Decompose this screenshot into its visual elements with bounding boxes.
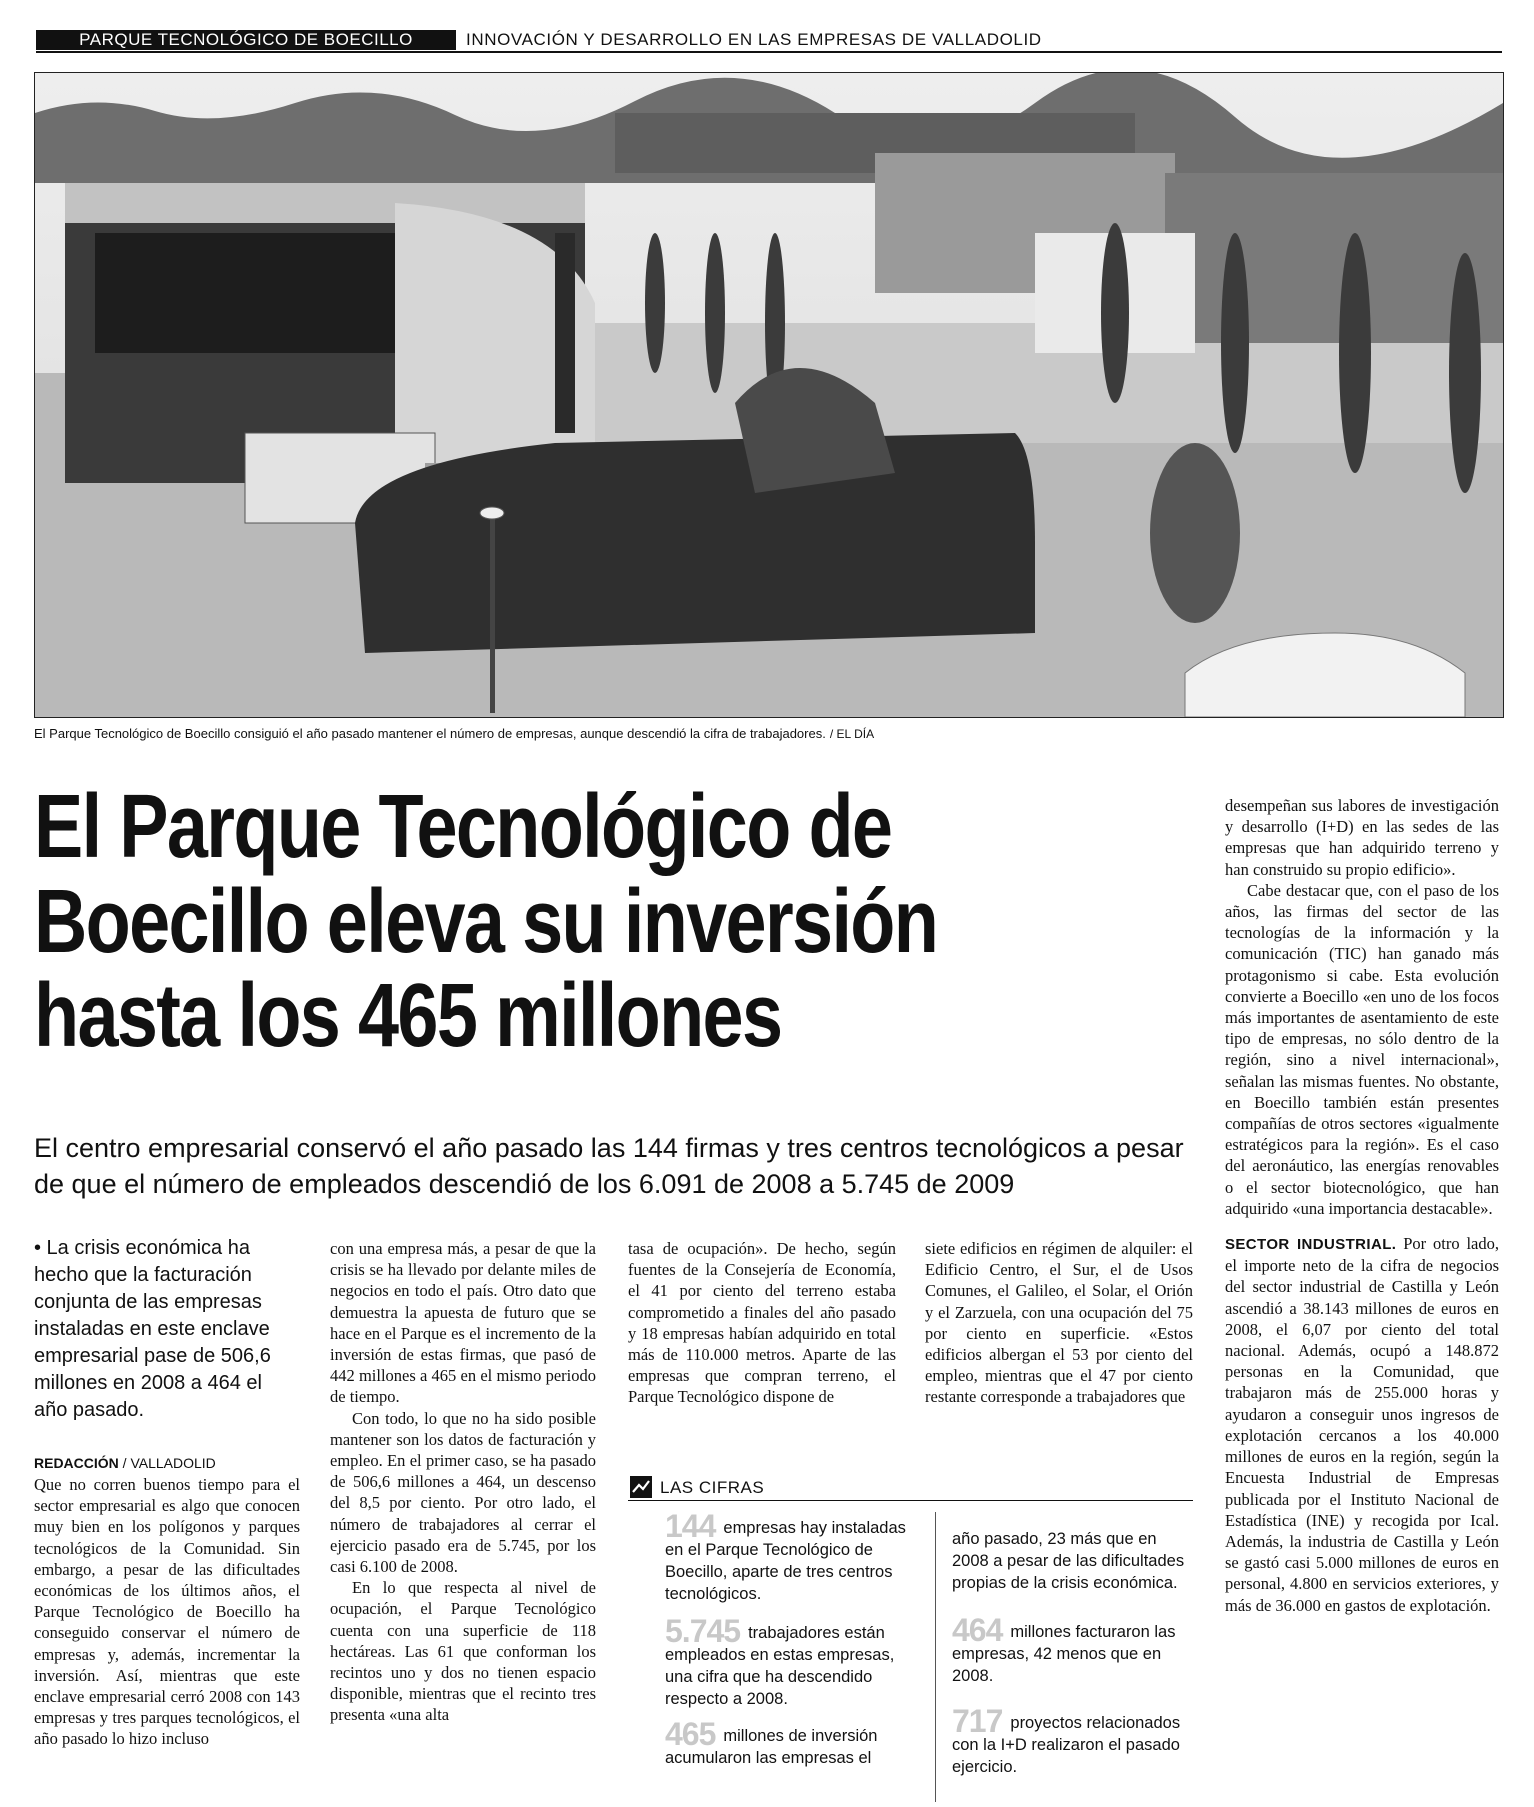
cifra-text: proyectos relacionados con la I+D realizaron el pasado ejercicio. bbox=[952, 1714, 1181, 1776]
section-subtitle: INNOVACIÓN Y DESARROLLO EN LAS EMPRESAS DE VALLADOLID bbox=[466, 30, 1042, 49]
cifra-number: 144 bbox=[665, 1508, 716, 1544]
headline-line-3: hasta los 465 millones bbox=[34, 966, 782, 1066]
body-paragraph-sector bbox=[1225, 1233, 1499, 1616]
cifra-number: 464 bbox=[952, 1612, 1003, 1648]
body-column-1 bbox=[34, 1474, 300, 1750]
caption-text: El Parque Tecnológico de Boecillo consiguió el año pasado mantener el número de empresas, aunque descendió la cifra de trabajadores. bbox=[34, 726, 826, 741]
body-paragraph: siete edificios en régimen de alquiler: el Edificio Centro, el Sur, el de Usos Comunes, el Galileo, el Solar, el Orión y el Zarzuela, con una ocupación del 75 por ciento en superficie. «Estos edificios albergan el 53 por ciento del empleo, mientras que el 47 por ciento restante corresponde a trabajadores que bbox=[925, 1239, 1193, 1407]
sector-text: Por otro lado, el importe neto de la cifra de negocios del sector industrial de Castilla y León ascendió a 38.143 millones de euros en 2008, el 6,07 por ciento del total nacional. Además, ocupó a 148.872 personas en la Comunidad, que trabajaron más de 255.000 horas y ayudaron a conseguir unos ingresos de explotación cercanos a los 40.000 millones de euros en la región, según la Encuesta Industrial de Empresas publicada por el Instituto Nacional de Estadística (INE) y recogida por Ical. Además, la industria de Castilla y León se gastó casi 5.000 millones de euros en personal, 4.800 en servicios exteriores, y más de 36.000 en gastos de explotación. bbox=[1225, 1234, 1499, 1615]
headline-line-1: El Parque Tecnológico de bbox=[34, 777, 892, 877]
byline bbox=[34, 1455, 216, 1471]
section-tag: PARQUE TECNOLÓGICO DE BOECILLO bbox=[36, 30, 456, 50]
cifra-item bbox=[665, 1613, 923, 1710]
cifra-text: empresas hay instaladas en el Parque Tecnológico de Boecillo, aparte de tres centros tecnológicos. bbox=[665, 1519, 906, 1603]
body-column-4 bbox=[925, 1238, 1193, 1408]
photo-caption bbox=[34, 726, 874, 741]
subtitle: El centro empresarial conservó el año pasado las 144 firmas y tres centros tecnológicos a pesar de que el número de empleados descendió de los 6.091 de 2008 a 5.745 de 2009 bbox=[34, 1133, 1184, 1199]
cifra-item bbox=[665, 1716, 923, 1769]
body-paragraph: En lo que respecta al nivel de ocupación, el Parque Tecnológico cuenta con una superficie de 118 hectáreas. Las 61 que conforman los recintos uno y dos no tienen espacio disponible, mientras que el recinto tres presenta «una alta bbox=[330, 1578, 596, 1725]
byline-place: / VALLADOLID bbox=[122, 1455, 216, 1471]
photo-credit: / EL DÍA bbox=[829, 727, 875, 741]
body-column-3 bbox=[628, 1238, 896, 1408]
header-rule bbox=[36, 51, 1502, 53]
body-paragraph: Con todo, lo que no ha sido posible mantener son los datos de facturación y empleo. En el primer caso, se ha pasado de 506,6 millones a 464, un descenso del 8,5 por ciento. Por otro lado, el número de trabajadores al cerrar el ejercicio pasado era de 5.745, por los casi 6.100 de 2008. bbox=[330, 1408, 596, 1577]
cifra-item bbox=[665, 1508, 923, 1605]
body-column-5 bbox=[1225, 795, 1499, 1616]
body-paragraph: con una empresa más, a pesar de que la crisis se ha llevado por delante miles de negocios en todo el país. Otro dato que demuestra la apuesta de futuro que se hace en el Parque es el incremento de la inversión de estas firmas, que pasó de 442 millones a 465 en el mismo periodo de tiempo. bbox=[330, 1239, 596, 1407]
body-column-2 bbox=[330, 1238, 596, 1726]
body-paragraph: desempeñan sus labores de investigación y desarrollo (I+D) en las sedes de las empresas que han adquirido terreno y han construido su propio edificio». bbox=[1225, 796, 1499, 879]
headline bbox=[34, 777, 993, 1066]
cifra-number: 5.745 bbox=[665, 1613, 741, 1649]
cifra-text: año pasado, 23 más que en 2008 a pesar de las dificultades propias de la crisis económica. bbox=[952, 1530, 1185, 1592]
cifra-text: millones de inversión acumularon las empresas el bbox=[665, 1727, 878, 1767]
lead-summary: • La crisis económica ha hecho que la facturación conjunta de las empresas instaladas en este enclave empresarial pase de 506,6 millones en 2008 a 464 el año pasado. bbox=[34, 1237, 271, 1421]
byline-author: REDACCIÓN bbox=[34, 1455, 119, 1471]
body-paragraph: Cabe destacar que, con el paso de los años, las firmas del sector de las tecnologías de la información y la comunicación (TIC) han ganado más protagonismo si cabe. Esta evolución convierte a Boecillo «en uno de los focos más importantes de asentamiento de este tipo de empresas, no sólo dentro de la región, sino a nivel internacional», señalan las mismas fuentes. No obstante, en Boecillo también están presentes compañías de otros sectores «igualmente estratégicos para la región». Es el caso del aeronáutico, las energías renovables o el sector biotecnológico, que han adquirido «una importancia destacable». bbox=[1225, 880, 1499, 1218]
headline-line-2: Boecillo eleva su inversión bbox=[34, 871, 938, 972]
cifra-number: 465 bbox=[665, 1716, 716, 1752]
trend-chart-icon bbox=[630, 1476, 652, 1498]
cifras-divider bbox=[935, 1512, 936, 1802]
subheading-sector-industrial: SECTOR INDUSTRIAL. bbox=[1225, 1236, 1397, 1254]
cifra-item bbox=[952, 1612, 1192, 1687]
cifra-item bbox=[952, 1703, 1192, 1778]
news-photo bbox=[34, 72, 1504, 718]
body-paragraph: Que no corren buenos tiempo para el sector empresarial es algo que conocen muy bien en los polígonos y parques tecnológicos de la Comunidad. Sin embargo, a pesar de las dificultades económicas de los últimos años, el Parque Tecnológico de Boecillo ha conseguido conservar el número de empresas y, además, incrementar la inversión. Así, mientras que este enclave empresarial cerró 2008 con 143 empresas y tres parques tecnológicos, el año pasado lo hizo incluso bbox=[34, 1475, 300, 1749]
cifras-title: LAS CIFRAS bbox=[660, 1478, 765, 1497]
cifra-text: trabajadores están empleados en estas empresas, una cifra que ha descendido respecto a 2008. bbox=[665, 1624, 895, 1708]
body-paragraph: tasa de ocupación». De hecho, según fuentes de la Consejería de Economía, el 41 por ciento del terreno estaba comprometido a finales del año pasado y 18 empresas habían adquirido en total más de 110.000 metros. Aparte de las empresas que compran terreno, el Parque Tecnológico dispone de bbox=[628, 1239, 896, 1407]
cifra-number: 717 bbox=[952, 1703, 1003, 1739]
technology-park-photo-illustration bbox=[35, 73, 1503, 717]
cifra-text: millones facturaron las empresas, 42 menos que en 2008. bbox=[952, 1623, 1176, 1685]
cifra-item-continued bbox=[952, 1528, 1192, 1594]
